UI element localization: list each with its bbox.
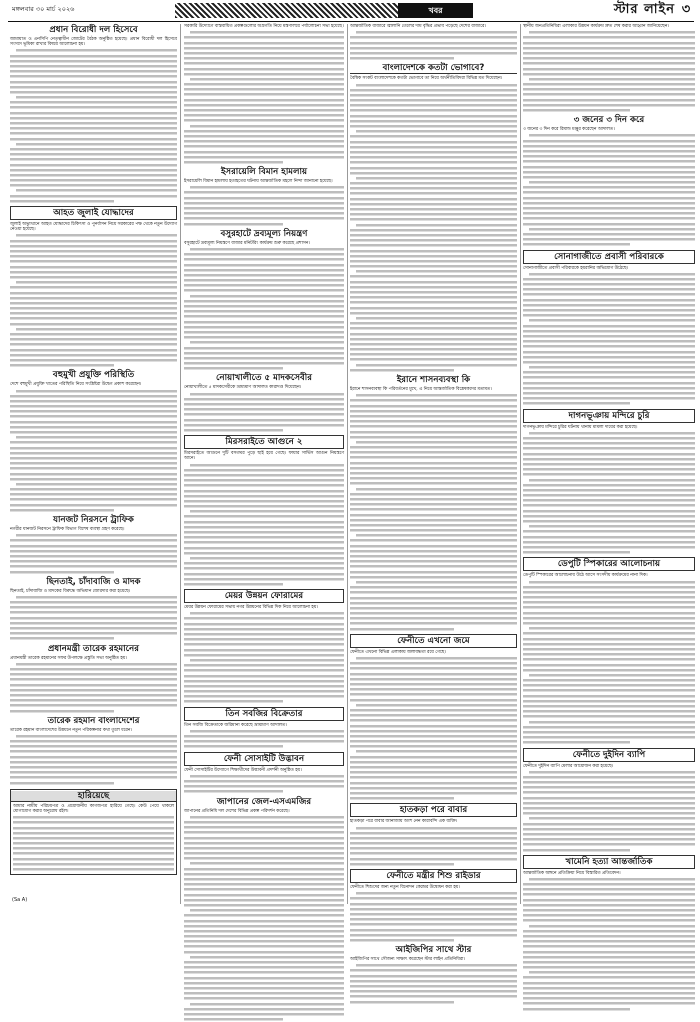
story-headline: প্রধান বিরোধী দল হিসেবে bbox=[49, 25, 138, 35]
news-story bbox=[184, 589, 344, 705]
story-body-text bbox=[10, 734, 177, 786]
news-story bbox=[184, 167, 344, 227]
story-body-text bbox=[184, 729, 344, 750]
news-story bbox=[350, 634, 517, 801]
news-story bbox=[350, 803, 517, 867]
classified-notice bbox=[10, 789, 177, 875]
story-lead: আইজিপির সাথে সৌজন্য সাক্ষাৎ করেছেন স্টার লাইন প্রতিনিধিরা। bbox=[350, 957, 465, 963]
news-story bbox=[523, 115, 695, 247]
story-headline: তিন সবজির বিক্রেতার bbox=[184, 707, 344, 721]
story-body-text bbox=[10, 389, 177, 514]
news-story bbox=[10, 206, 177, 368]
story-headline: হাতকড়া পরে বাবার bbox=[350, 803, 517, 817]
page-header bbox=[0, 0, 700, 22]
story-body-text bbox=[523, 580, 695, 746]
story-headline: ফেনীতে দুইদিন ব্যাপি bbox=[523, 748, 695, 762]
story-headline: ফেনীতে এখনো জমে bbox=[350, 634, 517, 648]
story-body-text bbox=[350, 656, 517, 801]
news-story bbox=[350, 375, 517, 632]
story-lead: নোয়াখালীতে ৫ মাদকসেবীকে ভ্রাম্যমাণ আদালত কারাদণ্ড দিয়েছেন। bbox=[184, 385, 302, 391]
story-body-text bbox=[523, 272, 695, 407]
story-lead: মেয়র উন্নয়ন ফোরামের সভায় নগর উন্নয়নের বিভিন্ন দিক নিয়ে আলোচনা হয়। bbox=[184, 605, 318, 611]
story-headline: মেয়র উন্নয়ন ফোরামের bbox=[184, 589, 344, 603]
story-headline: ফেনীতে মন্ত্রীর শিশু রাইডার bbox=[350, 869, 517, 883]
footer-code: (Sa A) bbox=[12, 897, 28, 903]
story-lead: হাতকড়া পরে বাবার জানাজায় অংশ নেন কারাবন্দি এক ব্যক্তি। bbox=[350, 819, 458, 825]
column-4 bbox=[523, 24, 695, 904]
news-story bbox=[10, 716, 177, 786]
story-body-text bbox=[523, 770, 695, 853]
story-headline: বহুমুখী প্রযুক্তি পরিস্থিতি bbox=[52, 370, 135, 381]
story-body-text bbox=[350, 826, 517, 868]
news-story bbox=[184, 373, 344, 433]
notice-title: হারিয়েছে bbox=[11, 791, 176, 802]
story-lead: ডেপুটি স্পিকারের আলোচনায় উঠে আসে সংসদীয় কার্যক্রমের নানা দিক। bbox=[523, 573, 648, 579]
story-headline: খামেনি হত্যা আন্তর্জাতিক bbox=[523, 855, 695, 869]
story-body-text bbox=[350, 83, 517, 374]
column-divider bbox=[347, 24, 348, 904]
story-body-text bbox=[523, 877, 695, 1012]
story-lead: প্রধানমন্ত্রী তারেক রহমানের সফর উপলক্ষে প্রস্তুতি সভা অনুষ্ঠিত হয়। bbox=[10, 655, 127, 661]
news-story bbox=[350, 869, 517, 943]
story-headline: বাংলাদেশকে কতটা ভোগাবে? bbox=[350, 63, 517, 74]
notice-text: আমার নামীয় পরিচয়পত্র ও প্রয়োজনীয় কাগজপত্র হারিয়ে গেছে। কেউ পেয়ে থাকলে যোগাযোগ করার অনুরোধ রইল। bbox=[13, 803, 174, 814]
story-body-text bbox=[350, 963, 517, 1005]
page-number: ৩ bbox=[681, 2, 691, 17]
news-story bbox=[184, 24, 344, 165]
story-body-text bbox=[523, 431, 695, 556]
story-body-text bbox=[184, 611, 344, 704]
news-story bbox=[184, 707, 344, 750]
news-story bbox=[350, 63, 517, 373]
story-headline: ডেপুটি স্পিকারের আলোচনায় bbox=[523, 557, 695, 571]
news-story bbox=[523, 557, 695, 745]
story-body-text bbox=[350, 393, 517, 632]
news-story bbox=[10, 370, 177, 513]
story-body-text bbox=[10, 595, 177, 642]
story-headline: জাপানের জেল-এসএমজির bbox=[216, 796, 312, 807]
story-body-text bbox=[523, 133, 695, 247]
news-story bbox=[523, 855, 695, 1012]
story-body-text bbox=[350, 891, 517, 943]
story-lead: বসুরহাটে দ্রব্যমূল্য নিয়ন্ত্রণে বাজার মনিটরিং কার্যক্রম শুরু করেছে প্রশাসন। bbox=[184, 240, 310, 246]
story-lead: ছিনতাই, চাঁদাবাজি ও মাদকের বিরুদ্ধে অভিযান জোরদার করা হয়েছে। bbox=[10, 588, 131, 594]
story-headline: তারেক রহমান বাংলাদেশের bbox=[47, 715, 140, 726]
story-lead: মিরসরাইতে আগুনে দুটি বসতঘর পুড়ে ছাই হয়ে গেছে। ফায়ার সার্ভিস আগুন নিয়ন্ত্রণে আনে। bbox=[184, 451, 344, 462]
story-body-text bbox=[184, 774, 344, 795]
news-story bbox=[523, 24, 695, 113]
news-story bbox=[10, 515, 177, 575]
story-body-text bbox=[10, 233, 177, 368]
story-headline: আহত জুলাই যোদ্ধাদের bbox=[10, 206, 177, 220]
header-rule bbox=[8, 21, 694, 22]
column-2 bbox=[184, 24, 344, 904]
news-story bbox=[10, 577, 177, 642]
story-body-text bbox=[184, 30, 344, 165]
masthead-logo: স্টার লাইন bbox=[613, 2, 675, 17]
story-body-text bbox=[523, 30, 695, 113]
news-story bbox=[184, 229, 344, 372]
story-lead: ইসরায়েলি বিমান হামলায় হতাহতের ঘটনায় আন্তর্জাতিক মহলে নিন্দা জানানো হয়েছে। bbox=[184, 179, 333, 185]
news-story bbox=[184, 752, 344, 795]
news-story bbox=[184, 435, 344, 587]
story-headline: বসুরহাটে দ্রব্যমূল্য নিয়ন্ত্রণ bbox=[220, 228, 308, 239]
news-story bbox=[350, 24, 517, 61]
story-lead: স্থানীয় জনপ্রতিনিধিরা এলাকার উন্নয়ন কার্যক্রম দ্রুত শেষ করার আহ্বান জানিয়েছেন। bbox=[523, 24, 669, 29]
news-story bbox=[523, 409, 695, 556]
story-lead: জাপানের প্রতিনিধি দল দেশের বিভিন্ন প্রকল্প পরিদর্শন করেছে। bbox=[184, 808, 290, 814]
story-headline: যানজট নিরসনে ট্রাফিক bbox=[53, 515, 134, 526]
news-story bbox=[10, 25, 177, 204]
news-story bbox=[523, 748, 695, 853]
story-headline: ইরানে শাসনব্যবস্থা কি bbox=[396, 375, 471, 386]
story-headline: মিরসরাইতে আগুনে ২ bbox=[184, 435, 344, 449]
news-story bbox=[184, 797, 344, 1022]
story-lead: সরকারি উদ্যোগে বাস্তবায়িত প্রকল্পগুলোর অগ্রগতি নিয়ে মন্ত্রণালয়ে পর্যালোচনা সভা হয়েছে। bbox=[184, 24, 344, 29]
story-lead: দেশে বহুমুখী প্রযুক্তি খাতের পরিস্থিতি নিয়ে সংশ্লিষ্টরা উদ্বেগ প্রকাশ করেছেন। bbox=[10, 382, 142, 388]
story-body-text bbox=[350, 30, 517, 61]
news-story bbox=[350, 945, 517, 1005]
story-body-text bbox=[184, 392, 344, 434]
story-body-text bbox=[184, 185, 344, 227]
story-lead: আন্তর্জাতিক বাজারে জ্বালানি তেলের দাম বৃদ্ধির প্রভাব পড়েছে দেশের বাজারে। bbox=[350, 24, 486, 29]
story-lead: আন্তর্জাতিক অঙ্গনে প্রতিক্রিয়া নিয়ে বিস্তারিত প্রতিবেদন। bbox=[523, 870, 621, 876]
story-lead: ফেনী সোসাইটির উদ্যোগে শিক্ষার্থীদের উদ্ভাবনী প্রদর্শনী অনুষ্ঠিত হয়। bbox=[184, 767, 302, 773]
story-lead: তিন সবজি বিক্রেতাকে জরিমানা করেছে ভ্রাম্যমাণ আদালত। bbox=[184, 722, 287, 728]
story-headline: আইজিপির সাথে স্টার bbox=[395, 945, 472, 956]
story-headline: ফেনী সোসাইটি উদ্ভাবন bbox=[184, 752, 344, 766]
story-body-text bbox=[10, 533, 177, 575]
story-body-text bbox=[184, 463, 344, 588]
story-lead: ফেনীতে শিশুদের জন্য নতুন বিনোদন কেন্দ্রের উদ্বোধন করা হয়। bbox=[350, 885, 460, 891]
story-headline: দাগনভূঞায় মন্দিরে চুরি bbox=[523, 409, 695, 423]
story-headline: প্রধানমন্ত্রী তারেক রহমানের bbox=[48, 643, 139, 654]
story-headline: সোনাগাজীতে প্রবাসী পরিবারকে bbox=[523, 250, 695, 264]
column-3 bbox=[350, 24, 517, 963]
column-1 bbox=[10, 24, 177, 904]
issue-date: মঙ্গলবার ৩০ মার্চ ২০২৬ bbox=[12, 5, 75, 13]
story-lead: নগরীর যানজট নিরসনে ট্রাফিক বিভাগ বিশেষ ব্যবস্থা গ্রহণ করেছে। bbox=[10, 527, 125, 533]
story-lead: বৈশ্বিক সংকট বাংলাদেশকে কতটা ভোগাবে তা নিয়ে অর্থনীতিবিদরা বিভিন্ন মত দিয়েছেন। bbox=[350, 76, 503, 82]
story-lead: দাগনভূঞায় মন্দিরে চুরির ঘটনায় থানায় মামলা দায়ের করা হয়েছে। bbox=[523, 424, 638, 430]
column-divider bbox=[520, 24, 521, 904]
story-body-text bbox=[10, 48, 177, 204]
news-story bbox=[10, 644, 177, 714]
story-lead: তারেক রহমান বাংলাদেশের উন্নয়নে নতুন পরিকল্পনার কথা তুলে ধরেন। bbox=[10, 727, 132, 733]
column-divider bbox=[180, 24, 181, 904]
story-lead: ইরানে শাসনব্যবস্থা কি পরিবর্তনের মুখে, এ নিয়ে আন্তর্জাতিক বিশ্লেষকদের মতামত। bbox=[350, 387, 492, 393]
story-headline: ইসরায়েলি বিমান হামলায় bbox=[220, 167, 308, 178]
story-headline: ছিনতাই, চাঁদাবাজি ও মাদক bbox=[46, 576, 141, 587]
story-headline: ৩ জনের ৩ দিন করে bbox=[573, 115, 645, 126]
story-body-text bbox=[10, 662, 177, 714]
story-lead: জামায়াত ও এনসিপি নেতৃত্বাধীন জোটের বৈঠক অনুষ্ঠিত হয়েছে। প্রধান বিরোধী দল হিসেবে সংসদে ভূমিকা রাখার বিষয়ে আলোচনা হয়। bbox=[10, 37, 177, 48]
story-lead: ফেনীতে এখনো বিভিন্ন এলাকায় জলাবদ্ধতা রয়ে গেছে। bbox=[350, 649, 446, 655]
news-story bbox=[523, 250, 695, 407]
story-lead: ফেনীতে দুইদিন ব্যাপি মেলার আয়োজন করা হয়েছে। bbox=[523, 763, 614, 769]
notice-body-text bbox=[11, 815, 176, 874]
story-lead: ৩ জনের ৩ দিন করে রিমান্ড মঞ্জুর করেছেন আদালত। bbox=[523, 127, 615, 133]
section-label: খবর bbox=[398, 3, 473, 18]
story-body-text bbox=[184, 815, 344, 1022]
story-lead: জুলাই অভ্যুত্থানে আহত যোদ্ধাদের চিকিৎসা ও পুনর্বাসন নিয়ে সরকারের পক্ষ থেকে নতুন উদ্যোগ নেওয়া হয়েছে। bbox=[10, 222, 177, 233]
story-body-text bbox=[184, 247, 344, 372]
story-headline: নোয়াখালীতে ৫ মাদকসেবীর bbox=[215, 373, 312, 384]
story-lead: সোনাগাজীতে প্রবাসী পরিবারকে হয়রানির অভিযোগ উঠেছে। bbox=[523, 265, 629, 271]
